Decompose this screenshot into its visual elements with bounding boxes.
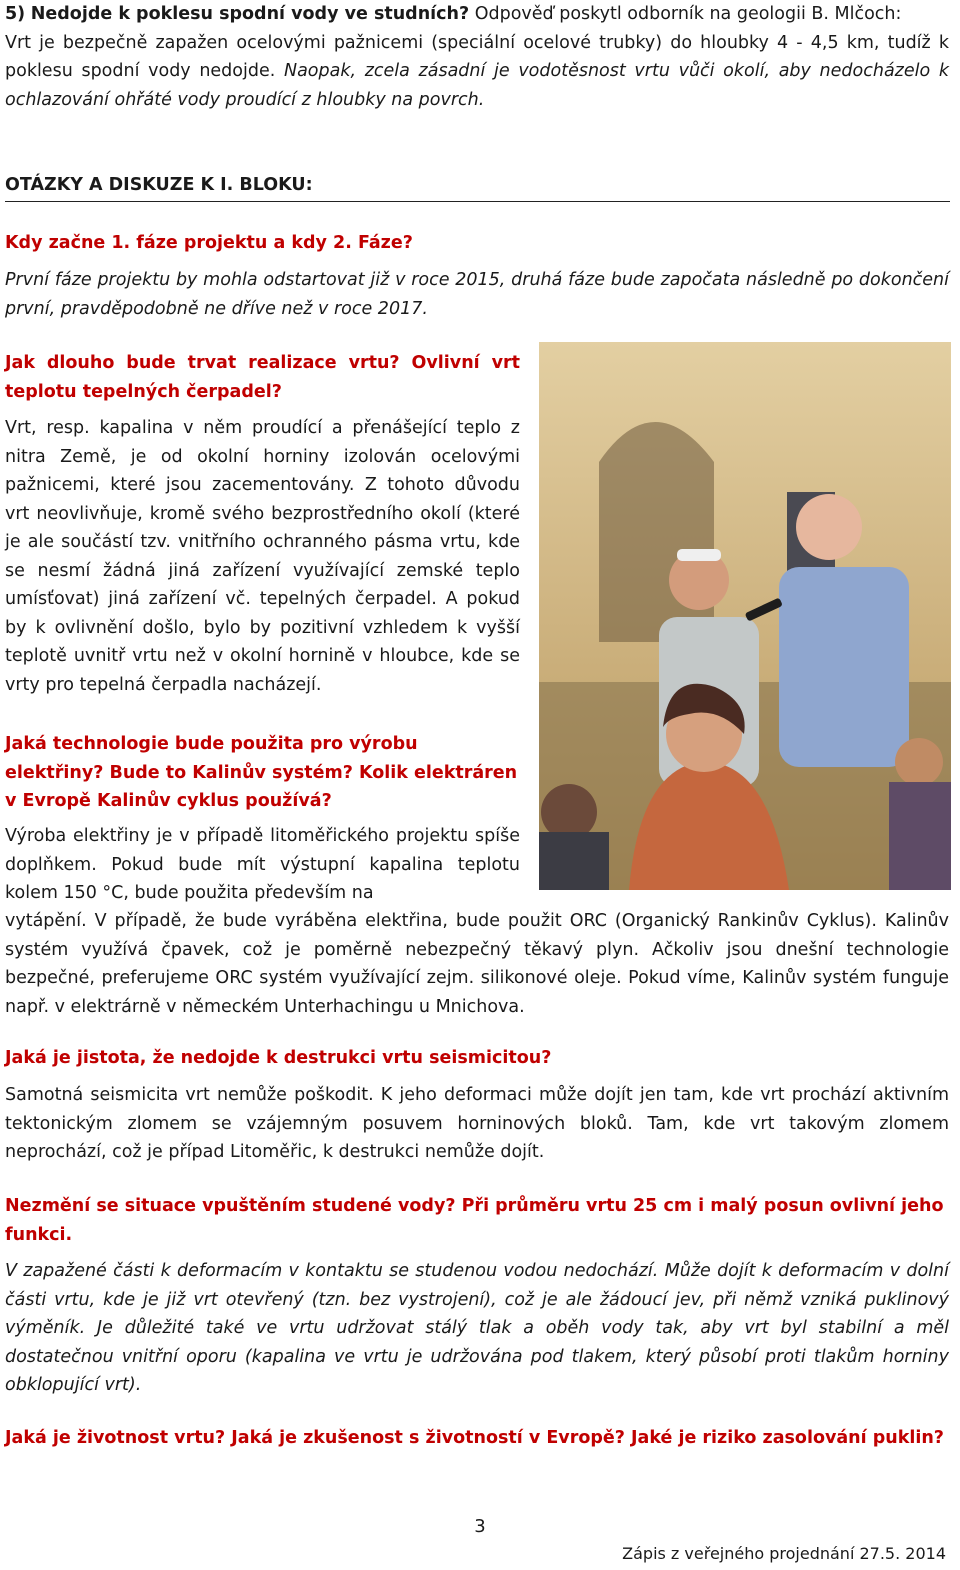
item5-answer-1: Vrt je bezpečně zapažen ocelovými pažnicemi (speciální ocelové trubky) do hloubky 4 - 4,5 km, tudíž k poklesu spodní vody nedojde. [5,32,949,81]
section-heading: OTÁZKY A DISKUZE K I. BLOKU: [5,175,313,195]
qa1-question: Kdy začne 1. fáze projektu a kdy 2. Fáze? [5,233,413,253]
qa5-answer: V zapažené části k deformacím v kontaktu se studenou vodou nedochází. Může dojít k deformacím v dolní části vrtu, kde je již vrt otevřený (tzn. bez vystrojení), což je ale žádoucí jev, při němž vzniká puklinový výměník. Je důležité také ve vrtu udržovat stálý tlak a oběh vody tak, aby vrt byl stabilní a měl dostatečnou vnitřní oporu (kapalina ve vrtu je udržována pod tlakem, který působí proti tlakům horniny obklopující vrt). [5,1261,949,1395]
qa3-answer-narrow: Výroba elektřiny je v případě litoměřického projektu spíše doplňkem. Pokud bude mít výstupní kapalina teplotu kolem 150 °C, bude použita především na [5,826,520,903]
qa5-question: Nezmění se situace vpuštěním studené vody? Při průměru vrtu 25 cm i malý posun ovlivní jeho funkci. [5,1196,944,1245]
item5-answer-2: Naopak, zcela zásadní je vodotěsnost vrtu vůči okolí, aby nedocházelo k ochlazování ohřáté vody proudící z hloubky na povrch. [5,61,949,110]
item5-lead: Odpověď poskytl odborník na geologii B. Mlčoch: [469,4,902,24]
qa3-answer-full: vytápění. V případě, že bude vyráběna elektřina, bude použit ORC (Organický Rankinův Cyklus). Kalinův systém využívá čpavek, což je poměrně nebezpečný těkavý plyn. Ačkoliv jsou dnešní technologie bezpečné, preferujeme ORC systém využívající zejm. silikonové oleje. Pokud víme, Kalinův systém funguje např. v elektrárně v německém Unterhachingu u Mnichova. [5,911,949,1017]
qa2-answer: Vrt, resp. kapalina v něm proudící a přenášející teplo z nitra Země, je od okolní horniny izolován ocelovými pažnicemi, které jsou zacementovány. Z tohoto důvodu vrt neovlivňuje, kromě svého bezprostředního okolí (které je ale součástí tzv. vnitřního ochranného pásma vrtu, kde se nesmí žádná jiná zařízení využívající zemské teplo umísťovat) jiná zařízení vč. tepelných čerpadel. A pokud by k ovlivnění došlo, bylo by pozitivní vzhledem k vyšší teplotě uvnitř vrtu než v okolní hornině v hloubce, kde se vrty pro tepelná čerpadla nacházejí. [5,418,520,695]
qa1-answer: První fáze projektu by mohla odstartovat již v roce 2015, druhá fáze bude započata následně po dokončení první, pravděpodobně ne dříve než v roce 2017. [5,270,949,319]
qa6-question: Jaká je životnost vrtu? Jaká je zkušenost s životností v Evropě? Jaké je riziko zasolování puklin? [5,1428,944,1448]
qa3-question: Jaká technologie bude použita pro výrobu elektřiny? Bude to Kalinův systém? Kolik elektráren v Evropě Kalinův cyklus používá? [5,734,518,811]
qa2-question: Jak dlouho bude trvat realizace vrtu? Ovlivní vrt teplotu tepelných čerpadel? [5,353,520,402]
footer-label: Zápis z veřejného projednání 27.5. 2014 [622,1544,946,1563]
qa4-answer: Samotná seismicita vrt nemůže poškodit. K jeho deformaci může dojít jen tam, kde vrt prochází aktivním tektonickým zlomem se vzájemným posuvem horninových bloků. Tam, kde vrt takovým zlomem neprochází, což je případ Litoměřic, k destrukci nemůže dojít. [5,1085,949,1162]
qa4-question: Jaká je jistota, že nedojde k destrukci vrtu seismicitou? [5,1048,552,1068]
item5-number: 5) [5,4,26,24]
item5-question: Nedojde k poklesu spodní vody ve studních? [30,4,470,24]
page-number: 3 [474,1516,486,1537]
item5-paragraph [5,0,949,114]
event-photo [539,342,951,890]
section-rule [5,201,950,202]
